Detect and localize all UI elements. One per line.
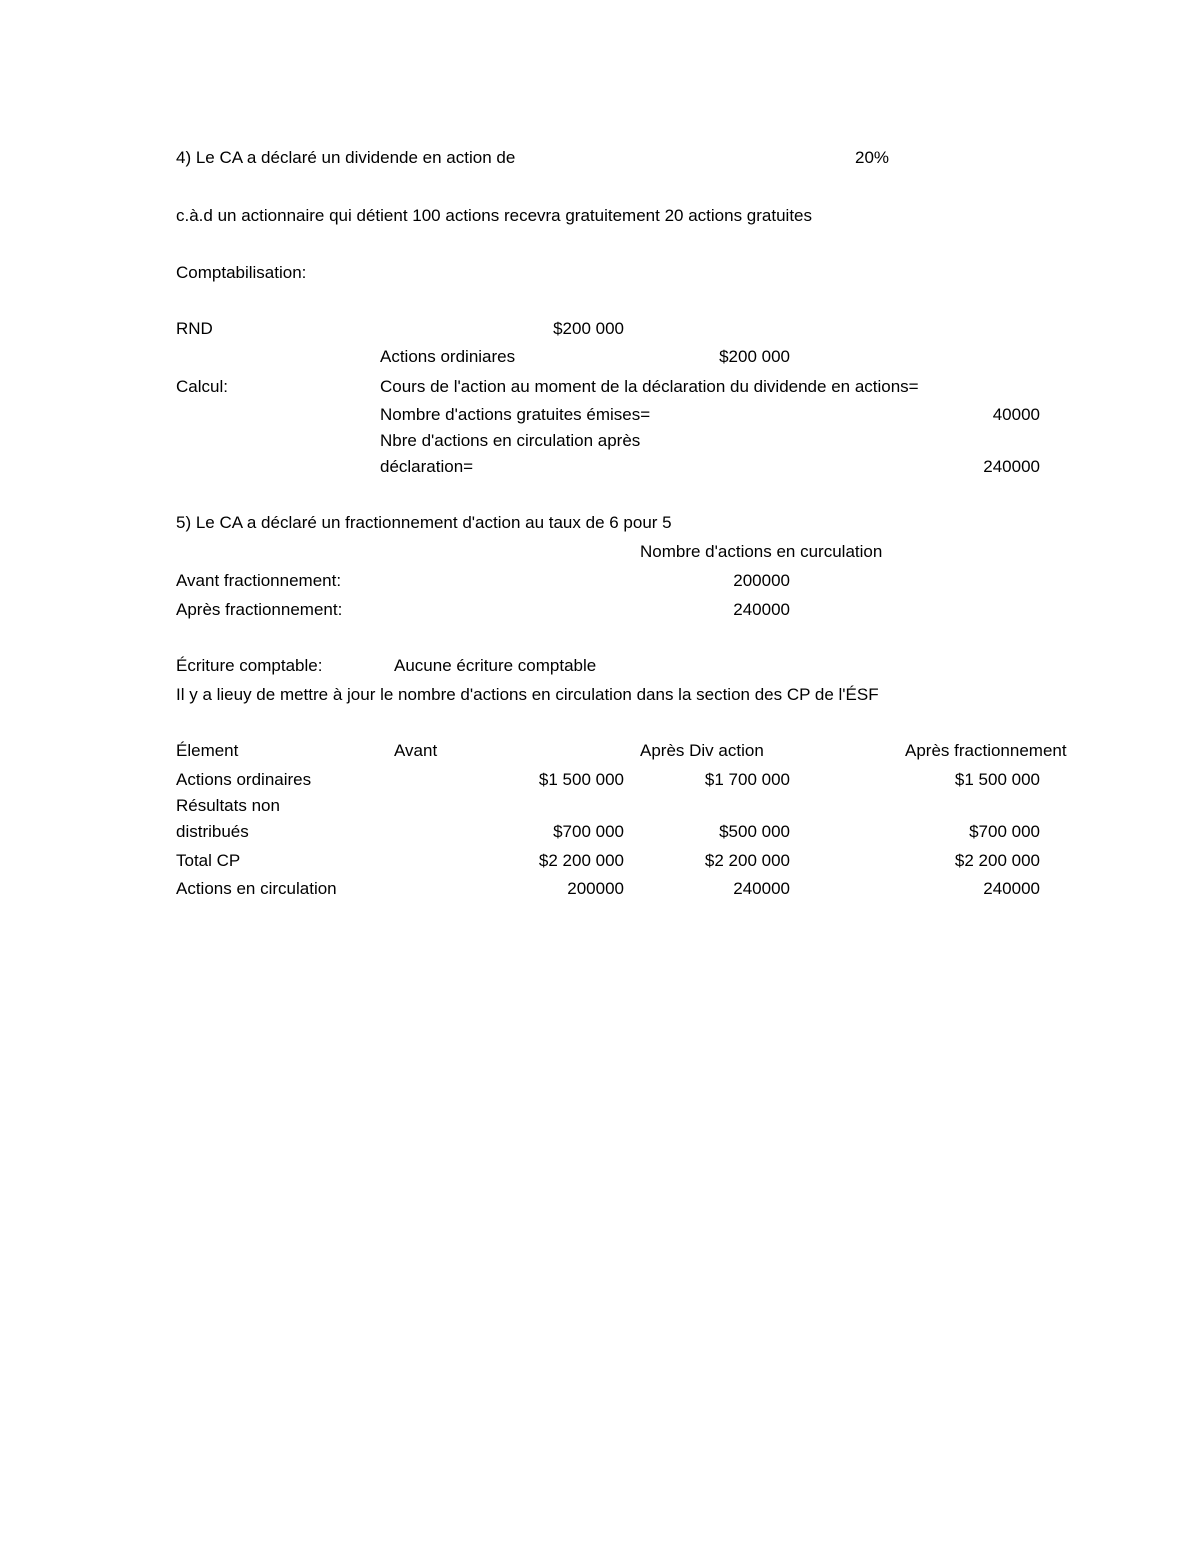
section4-explanation: c.à.d un actionnaire qui détient 100 actions recevra gratuitement 20 actions gratuites — [176, 206, 812, 225]
table-header-apres-div: Après Div action — [640, 741, 764, 760]
calcul-line3-value: 240000 — [983, 457, 1040, 476]
split-column-header: Nombre d'actions en curculation — [640, 542, 883, 561]
table-header-apres-frac: Après fractionnement — [905, 741, 1067, 760]
table-cell-avant: $700 000 — [553, 822, 624, 841]
table-cell-apres-div: 240000 — [733, 879, 790, 898]
table-cell-apres-frac: $700 000 — [969, 822, 1040, 841]
calcul-line3-label-b: déclaration= — [380, 457, 474, 476]
table-cell-label: Actions en circulation — [176, 879, 337, 898]
table-cell-avant: $1 500 000 — [538, 770, 624, 789]
comptabilisation-label: Comptabilisation: — [176, 263, 307, 282]
split-row-value: 200000 — [733, 571, 790, 590]
table-cell-label: Total CP — [176, 851, 241, 870]
table-cell-avant: $2 200 000 — [538, 851, 624, 870]
table-cell-apres-frac: 240000 — [983, 879, 1040, 898]
debit-amount: $200 000 — [553, 319, 624, 338]
table-cell-label: distribués — [176, 822, 249, 841]
dividend-rate: 20% — [855, 148, 890, 167]
calcul-line2-value: 40000 — [992, 405, 1040, 424]
table-cell-apres-div: $500 000 — [719, 822, 790, 841]
table-header-avant: Avant — [394, 741, 438, 760]
split-row-label: Après fractionnement: — [176, 600, 343, 619]
table-cell-apres-frac: $1 500 000 — [954, 770, 1040, 789]
ecriture-label: Écriture comptable: — [176, 656, 323, 675]
debit-account: RND — [176, 319, 213, 338]
table-header-element: Élement — [176, 741, 239, 760]
calcul-line3-label-a: Nbre d'actions en circulation après — [380, 431, 641, 450]
credit-amount: $200 000 — [719, 347, 790, 366]
section4-heading: 4) Le CA a déclaré un dividende en action de — [176, 148, 516, 167]
calcul-line1: Cours de l'action au moment de la déclaration du dividende en actions= — [380, 377, 919, 396]
table-cell-apres-frac: $2 200 000 — [954, 851, 1040, 870]
calcul-line2-label: Nombre d'actions gratuites émises= — [380, 405, 651, 424]
section5-heading: 5) Le CA a déclaré un fractionnement d'action au taux de 6 pour 5 — [176, 513, 672, 532]
ecriture-value: Aucune écriture comptable — [394, 656, 597, 675]
calcul-label: Calcul: — [176, 377, 228, 396]
table-cell-avant: 200000 — [567, 879, 624, 898]
credit-account: Actions ordiniares — [380, 347, 516, 366]
table-cell-label: Résultats non — [176, 796, 280, 815]
table-cell-label: Actions ordinaires — [176, 770, 312, 789]
split-row-label: Avant fractionnement: — [176, 571, 342, 590]
table-cell-apres-div: $1 700 000 — [704, 770, 790, 789]
update-note: Il y a lieuy de mettre à jour le nombre d'actions en circulation dans la section des CP de l'ÉSF — [176, 685, 879, 704]
split-row-value: 240000 — [733, 600, 790, 619]
table-cell-apres-div: $2 200 000 — [704, 851, 790, 870]
